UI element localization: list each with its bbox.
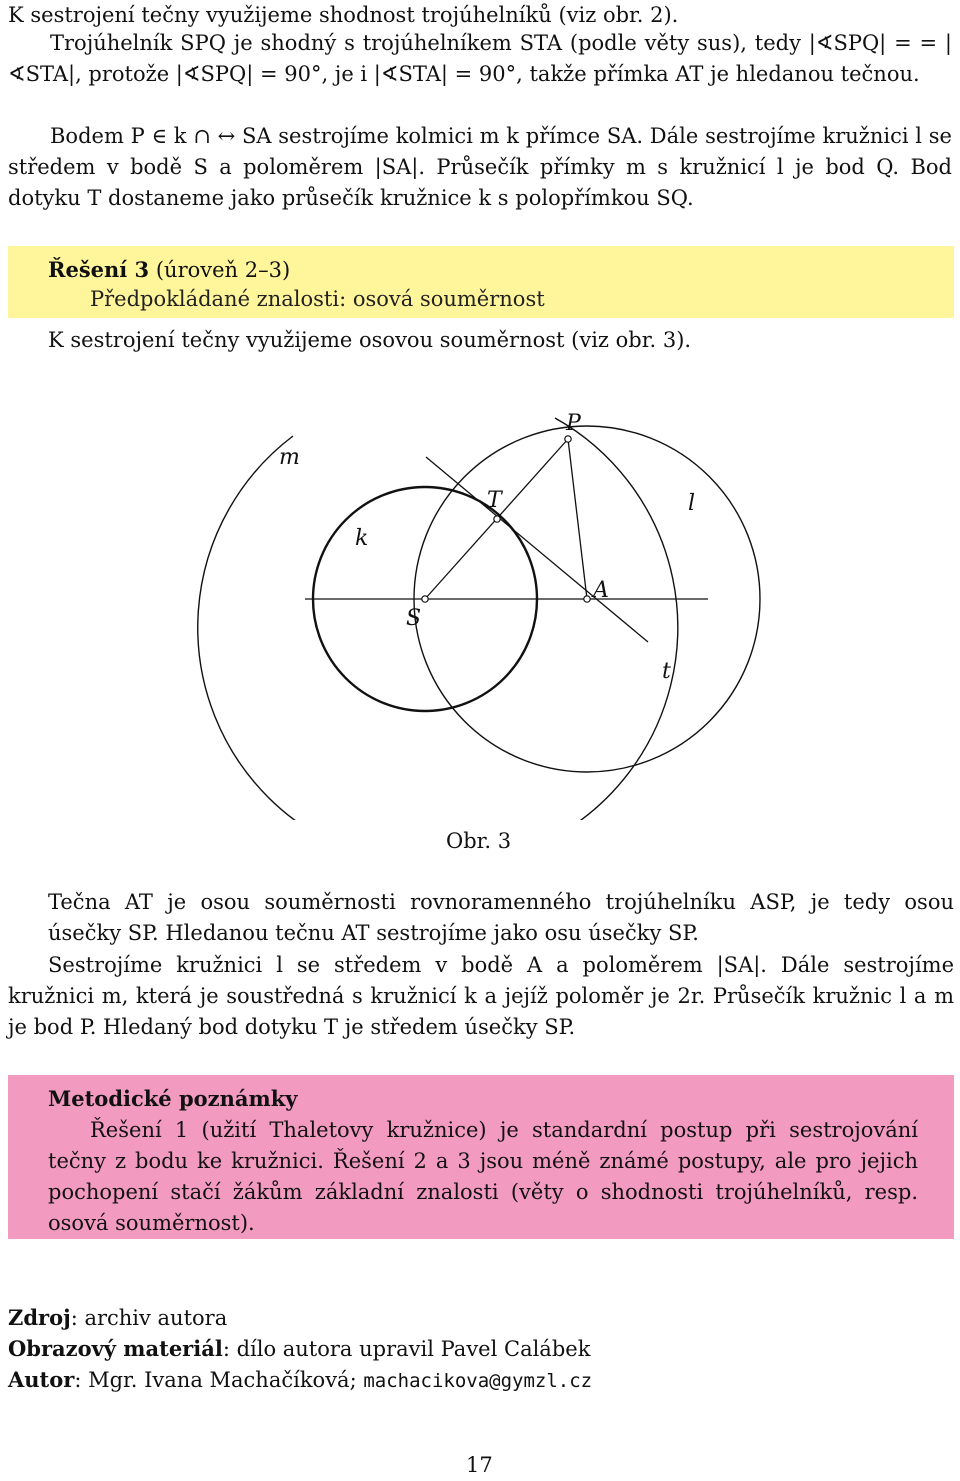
- point-t: [494, 516, 500, 522]
- paragraph-axis: Tečna AT je osou souměrnosti rovnoramenného trojúhelníku ASP, je tedy osou úsečky SP. Hledanou tečnu AT sestrojíme jako osu úsečky SP.: [48, 890, 954, 945]
- notes-body: Řešení 1 (užití Thaletovy kružnice) je standardní postup při sestrojování tečny z bodu ke kružnici. Řešení 2 a 3 jsou méně známé postupy, ale pro jejich pochopení stačí žákům základní znalosti (věty o shodnosti trojúhelníků, resp. osová souměrnost).: [48, 1118, 918, 1235]
- label-a: A: [593, 578, 609, 603]
- solution-3-title: [48, 254, 290, 286]
- point-a: [584, 596, 590, 602]
- label-k: k: [355, 526, 369, 551]
- label-s: S: [406, 606, 422, 631]
- images-label: Obrazový materiál: [8, 1336, 223, 1361]
- footer-images: [8, 1333, 952, 1365]
- paragraph-congruence: Trojúhelník SPQ je shodný s trojúhelníkem STA (podle věty sus), tedy |∢SPQ| = = |∢STA|, protože |∢SPQ| = 90°, je i |∢STA| = 90°, takže přímka AT je hledanou tečnou.: [8, 31, 952, 86]
- figure-caption: Obr. 3: [446, 829, 512, 853]
- label-l: l: [688, 491, 696, 516]
- label-m: m: [279, 445, 300, 470]
- source-value: : archiv autora: [70, 1306, 228, 1330]
- circle-m-arc: [198, 418, 678, 820]
- paragraph-construction: Bodem P ∈ k ∩ ↔ SA sestrojíme kolmici m k přímce SA. Dále sestrojíme kružnici l se středem v bodě S a poloměrem |SA|. Průsečík přímky m s kružnicí l je bod Q. Bod dotyku T dostaneme jako průsečík kružnice k s polopřímkou SQ.: [8, 124, 952, 210]
- point-s: [422, 596, 428, 602]
- figure-3: [0, 380, 960, 820]
- images-value: : dílo autora upravil Pavel Calábek: [222, 1337, 591, 1361]
- point-p: [565, 436, 571, 442]
- solution-3-title-bold: Řešení 3: [48, 257, 150, 282]
- source-label: Zdroj: [8, 1305, 71, 1330]
- segment-pa: [568, 439, 587, 599]
- author-email-link[interactable]: machacikova@gymzl.cz: [363, 1370, 593, 1392]
- author-value: : Mgr. Ivana Machačíková;: [74, 1368, 364, 1392]
- solution-3-level: (úroveň 2–3): [149, 258, 291, 282]
- author-label: Autor: [8, 1367, 75, 1392]
- label-t-point: T: [487, 488, 502, 513]
- footer-author: [8, 1364, 952, 1397]
- notes-title: Metodické poznámky: [48, 1086, 298, 1111]
- paragraph-circles: Sestrojíme kružnici l se středem v bodě A a poloměrem |SA|. Dále sestrojíme kružnici m, která je soustředná s kružnicí k a jejíž poloměr je 2r. Průsečík kružnic l a m je bod P. Hledaný bod dotyku T je středem úsečky SP.: [8, 953, 954, 1039]
- footer-source: [8, 1302, 952, 1334]
- solution-3-header: [8, 246, 954, 318]
- page-number: 17: [466, 1453, 493, 1477]
- methodical-notes: [8, 1075, 954, 1239]
- label-t-tangent: t: [662, 659, 671, 684]
- solution-3-prerequisites: Předpokládané znalosti: osová souměrnost: [90, 287, 545, 311]
- solution-3-intro: K sestrojení tečny využijeme osovou souměrnost (viz obr. 3).: [48, 328, 692, 352]
- label-p: P: [566, 411, 581, 436]
- paragraph-intro: K sestrojení tečny využijeme shodnost trojúhelníků (viz obr. 2).: [8, 3, 679, 27]
